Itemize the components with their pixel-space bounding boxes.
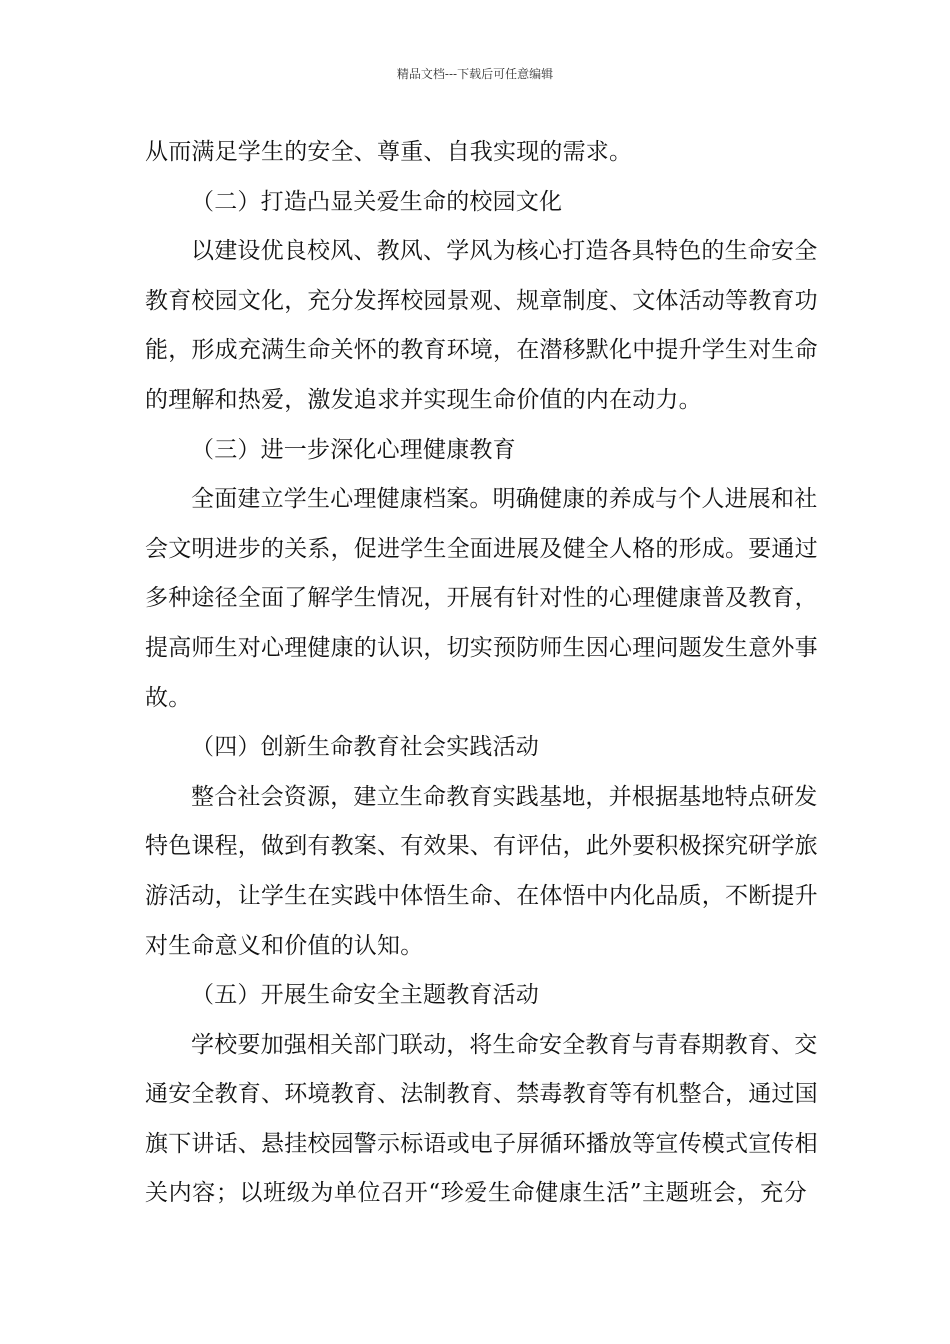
paragraph-line: 故。	[145, 684, 192, 711]
paragraph-line: 通安全教育、环境教育、法制教育、禁毒教育等有机整合，通过国	[145, 1081, 818, 1108]
paragraph-line: 的理解和热爱，激发追求并实现生命价值的内在动力。	[145, 386, 702, 413]
page-header: 精品文档---下载后可任意编辑	[396, 67, 554, 81]
paragraph-line: 提高师生对心理健康的认识，切实预防师生因心理问题发生意外事	[145, 634, 818, 661]
paragraph-line: 教育校园文化，充分发挥校园景观、规章制度、文体活动等教育功	[145, 287, 818, 314]
paragraph-line: 关内容；以班级为单位召开“珍爱生命健康生活”主题班会，充分	[145, 1180, 807, 1207]
section-heading-4: （四）创新生命教育社会实践活动	[191, 734, 539, 761]
paragraph-line: 整合社会资源，建立生命教育实践基地，并根据基地特点研发	[191, 783, 818, 810]
section-heading-3: （三）进一步深化心理健康教育	[191, 436, 516, 463]
paragraph-line: 会文明进步的关系，促进学生全面进展及健全人格的形成。要通过	[145, 535, 818, 562]
section-heading-2: （二）打造凸显关爱生命的校园文化	[191, 188, 563, 215]
paragraph-line: 从而满足学生的安全、尊重、自我实现的需求。	[145, 139, 633, 165]
paragraph-line: 学校要加强相关部门联动，将生命安全教育与青春期教育、交	[191, 1031, 818, 1058]
section-heading-5: （五）开展生命安全主题教育活动	[191, 982, 539, 1009]
paragraph-line: 游活动，让学生在实践中体悟生命、在体悟中内化品质，不断提升	[145, 882, 818, 909]
paragraph-line: 对生命意义和价值的认知。	[145, 932, 424, 959]
paragraph-line: 多种途径全面了解学生情况，开展有针对性的心理健康普及教育，	[145, 585, 818, 612]
paragraph-line: 全面建立学生心理健康档案。明确健康的养成与个人进展和社	[191, 486, 818, 513]
paragraph-line: 以建设优良校风、教风、学风为核心打造各具特色的生命安全	[191, 238, 818, 265]
paragraph-line: 能，形成充满生命关怀的教育环境，在潜移默化中提升学生对生命	[145, 337, 818, 364]
document-body	[145, 128, 818, 1219]
paragraph-line: 旗下讲话、悬挂校园警示标语或电子屏循环播放等宣传模式宣传相	[145, 1130, 818, 1157]
paragraph-line: 特色课程，做到有教案、有效果、有评估，此外要积极探究研学旅	[145, 833, 818, 860]
